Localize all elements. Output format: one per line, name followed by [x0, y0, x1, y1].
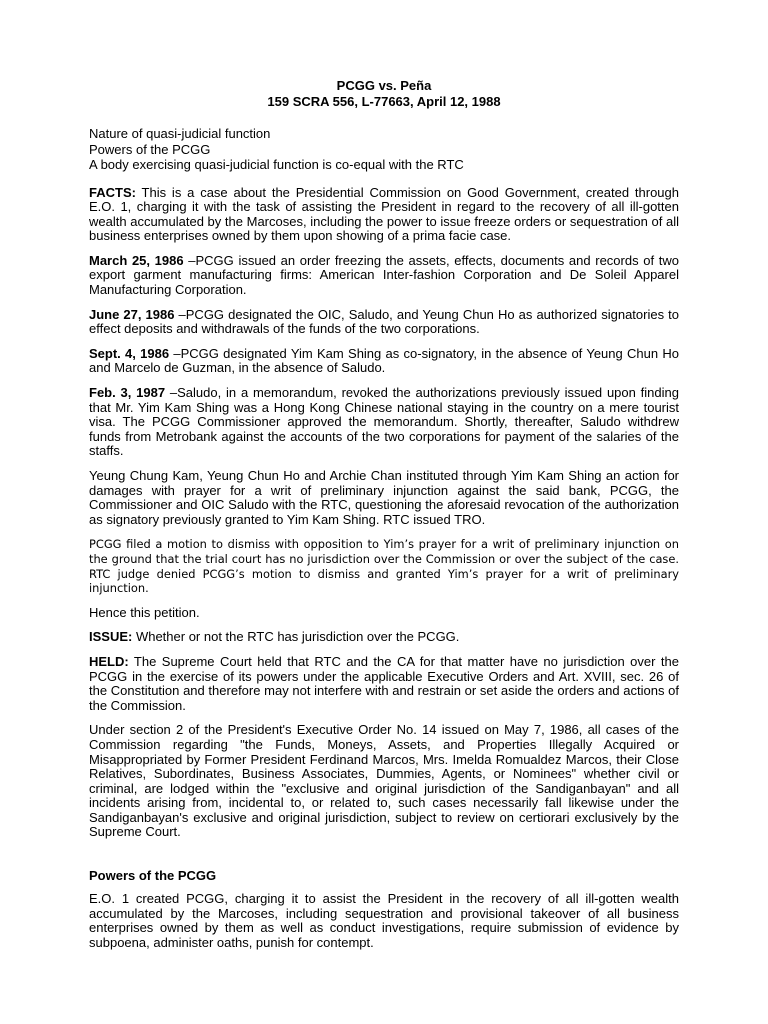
- event-text: –PCGG issued an order freezing the assets, effects, documents and records of two export garment manufacturing firms: American Inter-fashion Corporation and De Soleil Apparel Manufacturing Corporation.: [89, 252, 679, 298]
- event-date: Feb. 3, 1987: [89, 385, 166, 401]
- event-paragraph: [89, 347, 679, 376]
- issue-paragraph: [89, 630, 679, 645]
- action-paragraph: Yeung Chung Kam, Yeung Chun Ho and Archie Chan instituted through Yim Kam Shing an action for damages with prayer for a writ of preliminary injunction against the said bank, PCGG, the Commissioner and OIC Saludo with the RTC, questioning the aforesaid revocation of the authorization as signatory previously granted to Yim Kam Shing. RTC issued TRO.: [89, 468, 679, 527]
- event-text: –Saludo, in a memorandum, revoked the authorizations previously issued upon finding that Mr. Yim Kam Shing was a Hong Kong Chinese national staying in the country on a mere tourist visa. The PCGG Commissioner approved the memorandum. Shortly, thereafter, Saludo withdrew funds from Metrobank against the accounts of the two corporations for payment of the salaries of the staffs.: [89, 385, 679, 459]
- facts-text: This is a case about the Presidential Commission on Good Government, created through E.O. 1, charging it with the task of assisting the President in regard to the recovery of all ill-gotten wealth accumulated by the Marcoses, including the power to issue freeze orders or sequestration of all business enterprises owned by them upon showing of a prima facie case.: [89, 184, 679, 244]
- issue-label: ISSUE:: [89, 629, 133, 645]
- case-citation: 159 SCRA 556, L-77663, April 12, 1988: [267, 94, 501, 109]
- case-title: [89, 78, 679, 110]
- event-text: –PCGG designated Yim Kam Shing as co-signatory, in the absence of Yeung Chun Ho and Marcelo de Guzman, in the absence of Saludo.: [89, 345, 679, 376]
- issue-text: Whether or not the RTC has jurisdiction over the PCGG.: [132, 629, 460, 645]
- powers-heading: Powers of the PCGG: [89, 868, 217, 884]
- case-title-name: PCGG vs. Peña: [336, 78, 432, 93]
- held-text: The Supreme Court held that RTC and the CA for that matter have no jurisdiction over the PCGG in the exercise of its powers under the applicable Executive Orders and Art. XVIII, sec. 26 of the Constitution and therefore may not interfere with and restrain or set aside the orders and actions of the Commission.: [89, 653, 679, 713]
- motion-paragraph: PCGG filed a motion to dismiss with opposition to Yim’s prayer for a writ of preliminary injunction on the ground that the trial court has no jurisdiction over the Commission or over the subject of the case. RTC judge denied PCGG’s motion to dismiss and granted Yim’s prayer for a writ of preliminary injunction.: [89, 537, 679, 596]
- topic-item: A body exercising quasi-judicial function is co-equal with the RTC: [89, 157, 464, 172]
- facts-paragraph: [89, 186, 679, 244]
- topic-list: [89, 126, 679, 173]
- event-date: March 25, 1986: [89, 252, 184, 268]
- event-date: Sept. 4, 1986: [89, 345, 170, 361]
- event-paragraph: [89, 308, 679, 337]
- powers-paragraph: E.O. 1 created PCGG, charging it to assist the President in the recovery of all ill-gotten wealth accumulated by the Marcoses, including sequestration and provisional takeover of all business enterprises owned by them as well as conduct investigations, require submission of evidence by subpoena, administer oaths, punish for contempt.: [89, 891, 679, 950]
- held-paragraph: [89, 655, 679, 713]
- event-date: June 27, 1986: [89, 306, 175, 322]
- topic-item: Powers of the PCGG: [89, 141, 211, 157]
- topic-item: Nature of quasi-judicial function: [89, 126, 271, 141]
- event-text: –PCGG designated the OIC, Saludo, and Yeung Chun Ho as authorized signatories to effect deposits and withdrawals of the funds of the two corporations.: [89, 306, 679, 337]
- section2-paragraph: Under section 2 of the President's Executive Order No. 14 issued on May 7, 1986, all cases of the Commission regarding "the Funds, Moneys, Assets, and Properties Illegally Acquired or Misappropriated by Former President Ferdinand Marcos, Mrs. Imelda Romualdez Marcos, their Close Relatives, Subordinates, Business Associates, Dummies, Agents, or Nominees" whether civil or criminal, are lodged within the "exclusive and original jurisdiction of the Sandiganbayan" and all incidents arising from, incidental to, or related to, such cases necessarily fall likewise under the Sandiganbayan's exclusive and original jurisdiction, subject to review on certiorari exclusively by the Supreme Court.: [89, 722, 679, 840]
- hence-paragraph: Hence this petition.: [89, 604, 200, 620]
- facts-label: FACTS:: [89, 184, 136, 200]
- document-page: [89, 78, 679, 960]
- event-paragraph: [89, 386, 679, 459]
- event-paragraph: [89, 254, 679, 298]
- held-label: HELD:: [89, 653, 129, 669]
